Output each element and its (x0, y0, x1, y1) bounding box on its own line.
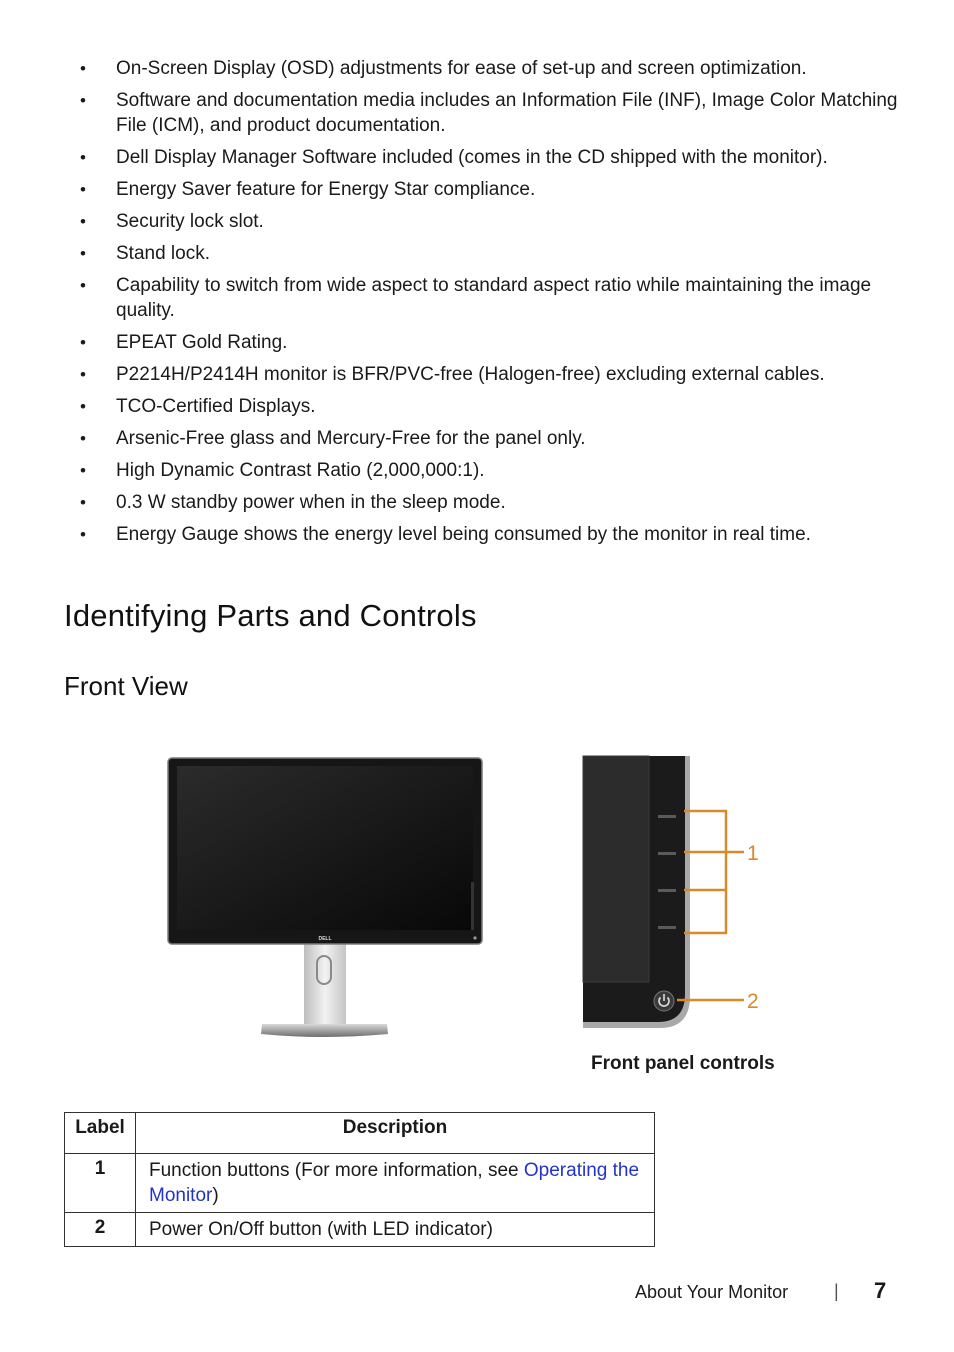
operating-the-monitor-link[interactable]: Operating the Monitor (149, 1160, 640, 1206)
power-icon (654, 991, 674, 1011)
description-text: Function buttons (For more information, see (149, 1160, 524, 1181)
dell-logo: DELL (318, 936, 332, 942)
subsection-title: Front View (64, 671, 188, 701)
function-button-4 (658, 926, 676, 929)
feature-item: • Capability to switch from wide aspect to standard aspect ratio while maintaining the image quality. (80, 273, 900, 323)
header-label: Label (65, 1113, 136, 1154)
feature-item: • Energy Gauge shows the energy level being consumed by the monitor in real time. (80, 522, 900, 547)
footer-section-name: About Your Monitor (635, 1282, 789, 1302)
feature-item: • Security lock slot. (80, 209, 900, 234)
footer-separator: | (834, 1281, 839, 1301)
feature-list (80, 56, 900, 554)
row-description (136, 1154, 655, 1213)
table-header-row (65, 1113, 655, 1154)
callout-label-2: 2 (747, 990, 759, 1013)
feature-item: • Dell Display Manager Software included (comes in the CD shipped with the monitor). (80, 145, 900, 170)
description-suffix: ) (212, 1185, 219, 1206)
function-button-1 (658, 815, 676, 818)
front-panel-controls-image (580, 752, 780, 1032)
function-button-3 (658, 889, 676, 892)
row-description (136, 1213, 655, 1247)
feature-item: • EPEAT Gold Rating. (80, 330, 900, 355)
page-number: 7 (874, 1278, 887, 1303)
table-row (65, 1213, 655, 1247)
row-label: 2 (65, 1213, 136, 1247)
table-row (65, 1154, 655, 1213)
feature-item: • On-Screen Display (OSD) adjustments for ease of set-up and screen optimization. (80, 56, 900, 81)
feature-item: • TCO-Certified Displays. (80, 394, 900, 419)
feature-item: • High Dynamic Contrast Ratio (2,000,000:1). (80, 458, 900, 483)
section-title: Identifying Parts and Controls (64, 598, 477, 633)
function-button-2 (658, 852, 676, 855)
header-description: Description (136, 1113, 655, 1154)
parts-table (64, 1112, 655, 1247)
description-text: Power On/Off button (with LED indicator) (149, 1219, 493, 1240)
row-label: 1 (65, 1154, 136, 1213)
monitor-front-view-image (164, 752, 486, 1042)
feature-item: • P2214H/P2414H monitor is BFR/PVC-free (Halogen-free) excluding external cables. (80, 362, 900, 387)
feature-item: • Software and documentation media includes an Information File (INF), Image Color Matching File (ICM), and product documentation. (80, 88, 900, 138)
feature-item: • Energy Saver feature for Energy Star compliance. (80, 177, 900, 202)
feature-item: • Stand lock. (80, 241, 900, 266)
feature-item: • 0.3 W standby power when in the sleep mode. (80, 490, 900, 515)
callout-label-1: 1 (747, 842, 759, 865)
figure-caption: Front panel controls (591, 1053, 775, 1074)
feature-item: • Arsenic-Free glass and Mercury-Free for the panel only. (80, 426, 900, 451)
